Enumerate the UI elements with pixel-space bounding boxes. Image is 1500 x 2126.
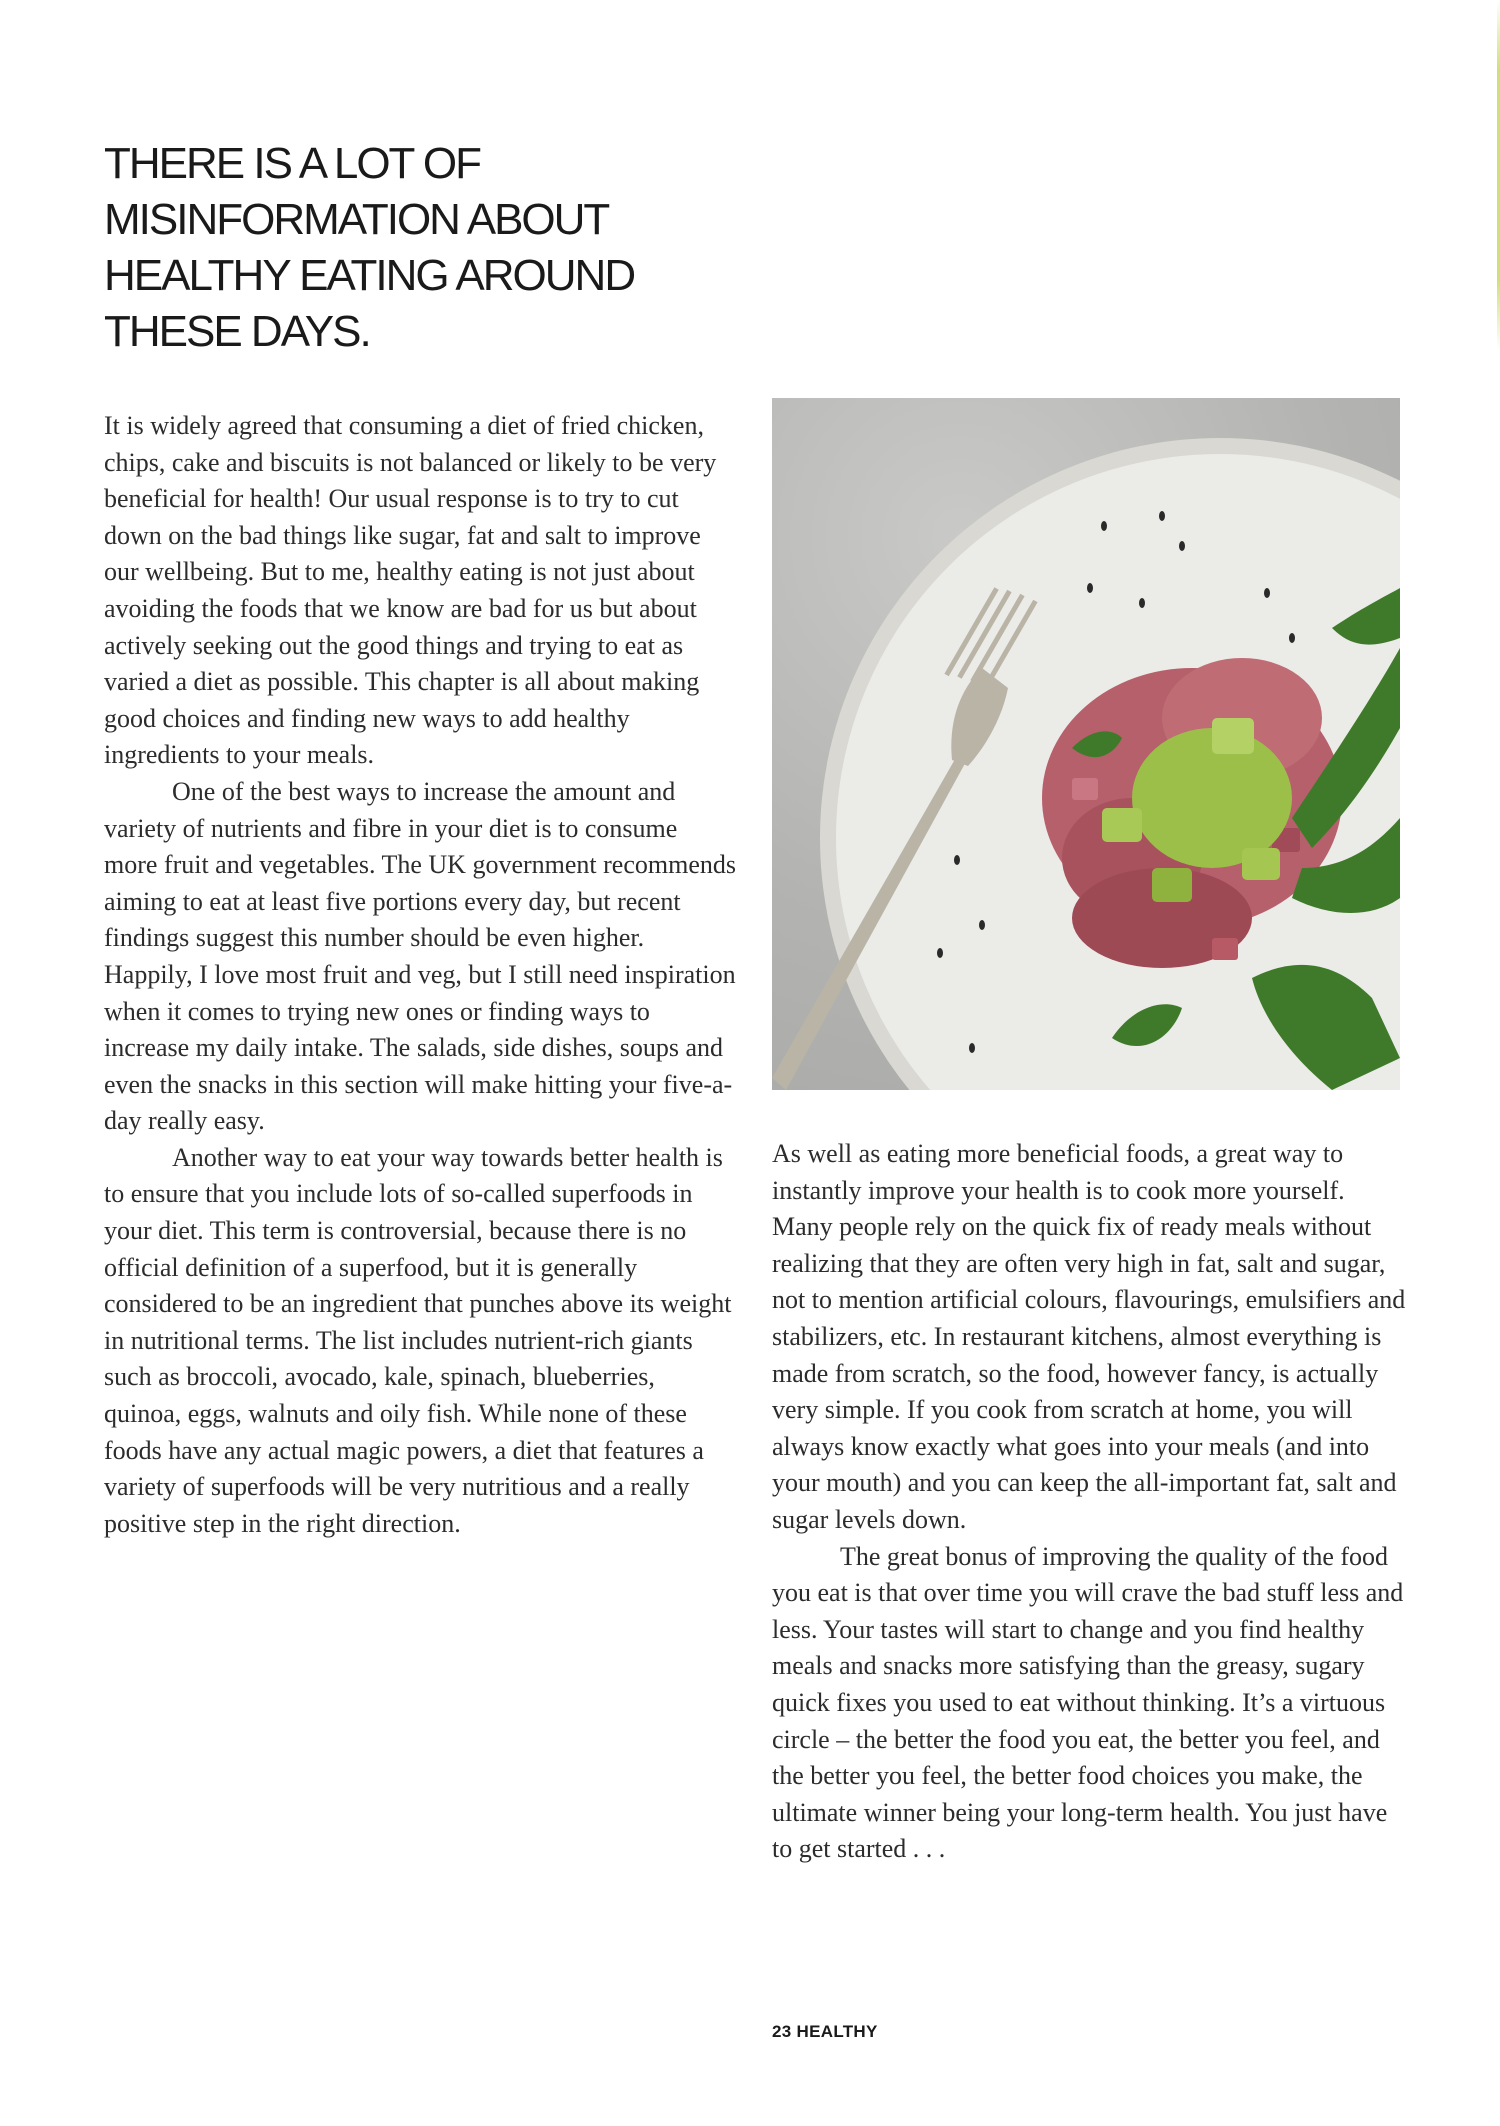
food-photo	[772, 398, 1400, 1090]
page-headline: THERE IS A LOT OF MISINFORMATION ABOUT HEALTHY EATING AROUND THESE DAYS.	[104, 139, 635, 356]
paragraph: It is widely agreed that consuming a diet of fried chicken, chips, cake and biscuits is not balanced or likely to be very beneficial for health! Our usual response is to try to cut down on the bad things like sugar, fat and salt to improve our wellbeing. But to me, healthy eating is not just about avoiding the foods that we know are bad for us but about actively seeking out the good things and trying to eat as varied a diet as possible. This chapter is all about making good choices and finding new ways to add healthy ingredients to your meals.	[104, 411, 717, 770]
right-text-column	[772, 1136, 1406, 1868]
paragraph: One of the best ways to increase the amount and variety of nutrients and fibre in your diet is to consume more fruit and vegetables. The UK government recommends aiming to eat at least five portions every day, but recent findings suggest this number should be even higher. Happily, I love most fruit and veg, but I still need inspiration when it comes to trying new ones or finding ways to increase my daily intake. The salads, side dishes, soups and even the snacks in this section will make hitting your five-a-day really easy.	[104, 776, 736, 1136]
paragraph: The great bonus of improving the quality of the food you eat is that over time you will crave the bad stuff less and less. Your tastes will start to change and you find healthy meals and snacks more satisfying than the greasy, sugary quick fixes you used to eat without thinking. It’s a virtuous circle – the better the food you eat, the better you feel, and the better you feel, the better food choices you make, the ultimate winner being your long-term health. You just have to get started . . .	[772, 1541, 1404, 1864]
paragraph: As well as eating more beneficial foods, a great way to instantly improve your health is to cook more yourself. Many people rely on the quick fix of ready meals without realizing that they are often very high in fat, salt and sugar, not to mention artificial colours, flavourings, emulsifiers and stabilizers, etc. In restaurant kitchens, almost everything is made from scratch, so the food, however fancy, is actually very simple. If you cook from scratch at home, you will always know exactly what goes into your meals (and into your mouth) and you can keep the all-important fat, salt and sugar levels down.	[772, 1139, 1406, 1534]
paragraph: Another way to eat your way towards better health is to ensure that you include lots of so-called superfoods in your diet. This term is controversial, because there is no official definition of a superfood, but it is generally considered to be an ingredient that punches above its weight in nutritional terms. The list includes nutrient-rich giants such as broccoli, avocado, kale, spinach, blueberries, quinoa, eggs, walnuts and oily fish. While none of these foods have any actual magic powers, a diet that features a variety of superfoods will be very nutritious and a really positive step in the right direction.	[104, 1142, 732, 1538]
tuna-tartare-illustration	[772, 398, 1400, 1090]
page-footer: 23 HEALTHY	[772, 2022, 878, 2041]
left-text-column	[104, 408, 736, 1542]
